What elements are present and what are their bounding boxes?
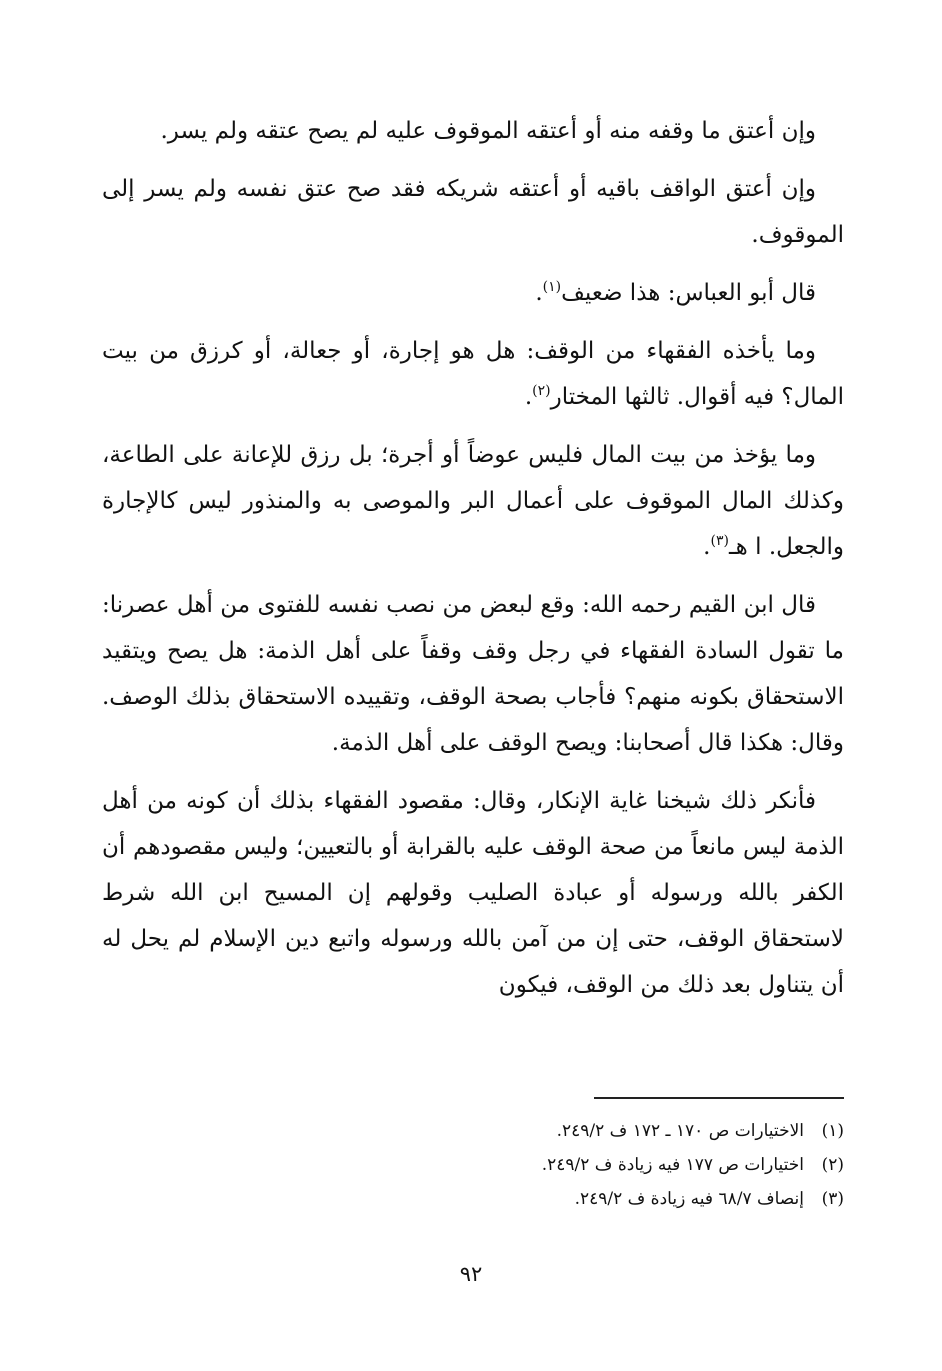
paragraph-4	[102, 328, 844, 420]
footnote-marker: (٣)	[710, 533, 729, 549]
paragraph-7	[102, 778, 844, 1008]
footnotes	[102, 1114, 844, 1216]
footnote-number: (١)	[821, 1121, 844, 1141]
footnote-3	[102, 1182, 844, 1216]
paragraph-tail: .	[524, 384, 533, 410]
footnote-1	[102, 1114, 844, 1148]
paragraph-1	[102, 108, 844, 154]
footnote-marker: (٢)	[532, 383, 551, 399]
footnote-number: (٣)	[821, 1189, 844, 1209]
footnote-text: الاختيارات ص ١٧٠ ـ ١٧٢ ف ٢٤٩/٢.	[556, 1121, 804, 1141]
paragraph-tail: .	[703, 534, 711, 560]
paragraph-text: وإن أعتق ما وقفه منه أو أعتقه الموقوف عليه لم يصح عتقه ولم يسر.	[160, 118, 816, 144]
paragraph-text: قال أبو العباس: هذا ضعيف	[561, 280, 816, 306]
footnote-2	[102, 1148, 844, 1182]
footnote-number: (٢)	[821, 1155, 844, 1175]
page-number: ٩٢	[459, 1262, 483, 1286]
paragraph-2	[102, 166, 844, 258]
footnote-divider	[594, 1097, 844, 1099]
paragraph-text: وما يأخذه الفقهاء من الوقف: هل هو إجارة، أو جعالة، أو كرزق من بيت المال؟ فيه أقوال. ثالثها المختار	[102, 338, 844, 410]
footnote-text: اختيارات ص ١٧٧ فيه زيادة ف ٢٤٩/٢.	[541, 1155, 804, 1175]
paragraph-3	[102, 270, 844, 316]
footnote-text: إنصاف ٦٨/٧ فيه زيادة ف ٢٤٩/٢.	[574, 1189, 804, 1209]
paragraph-6	[102, 582, 844, 766]
paragraph-text: فأنكر ذلك شيخنا غاية الإنكار، وقال: مقصود الفقهاء بذلك أن كونه من أهل الذمة ليس مانعاً من صحة الوقف عليه بالقرابة أو بالتعيين؛ وليس مقصودهم أن الكفر بالله ورسوله أو عبادة الصليب وقولهم إن المسيح ابن الله شرط لاستحقاق الوقف، حتى إن من آمن بالله ورسوله واتبع دين الإسلام لم يحل له أن يتناول بعد ذلك من الوقف، فيكون	[102, 788, 844, 998]
main-text	[102, 108, 844, 1020]
paragraph-text: وإن أعتق الواقف باقيه أو أعتقه شريكه فقد صح عتق نفسه ولم يسر إلى الموقوف.	[102, 176, 844, 248]
paragraph-tail: .	[535, 280, 543, 306]
footnote-marker: (١)	[542, 279, 562, 295]
paragraph-text: قال ابن القيم رحمه الله: وقع لبعض من نصب نفسه للفتوى من أهل عصرنا: ما تقول السادة الفقهاء في رجل وقف وقفاً على أهل الذمة: هل يصح ويتقيد الاستحقاق بكونه منهم؟ فأجاب بصحة الوقف، وتقييده الاستحقاق بذلك الوصف. وقال: هكذا قال أصحابنا: ويصح الوقف على أهل الذمة.	[102, 592, 844, 756]
paragraph-5	[102, 432, 844, 570]
paragraph-text: وما يؤخذ من بيت المال فليس عوضاً أو أجرة؛ بل رزق للإعانة على الطاعة، وكذلك المال الموقوف على أعمال البر والموصى به والمنذور ليس كالإجارة والجعل. ا هـ	[102, 442, 844, 560]
